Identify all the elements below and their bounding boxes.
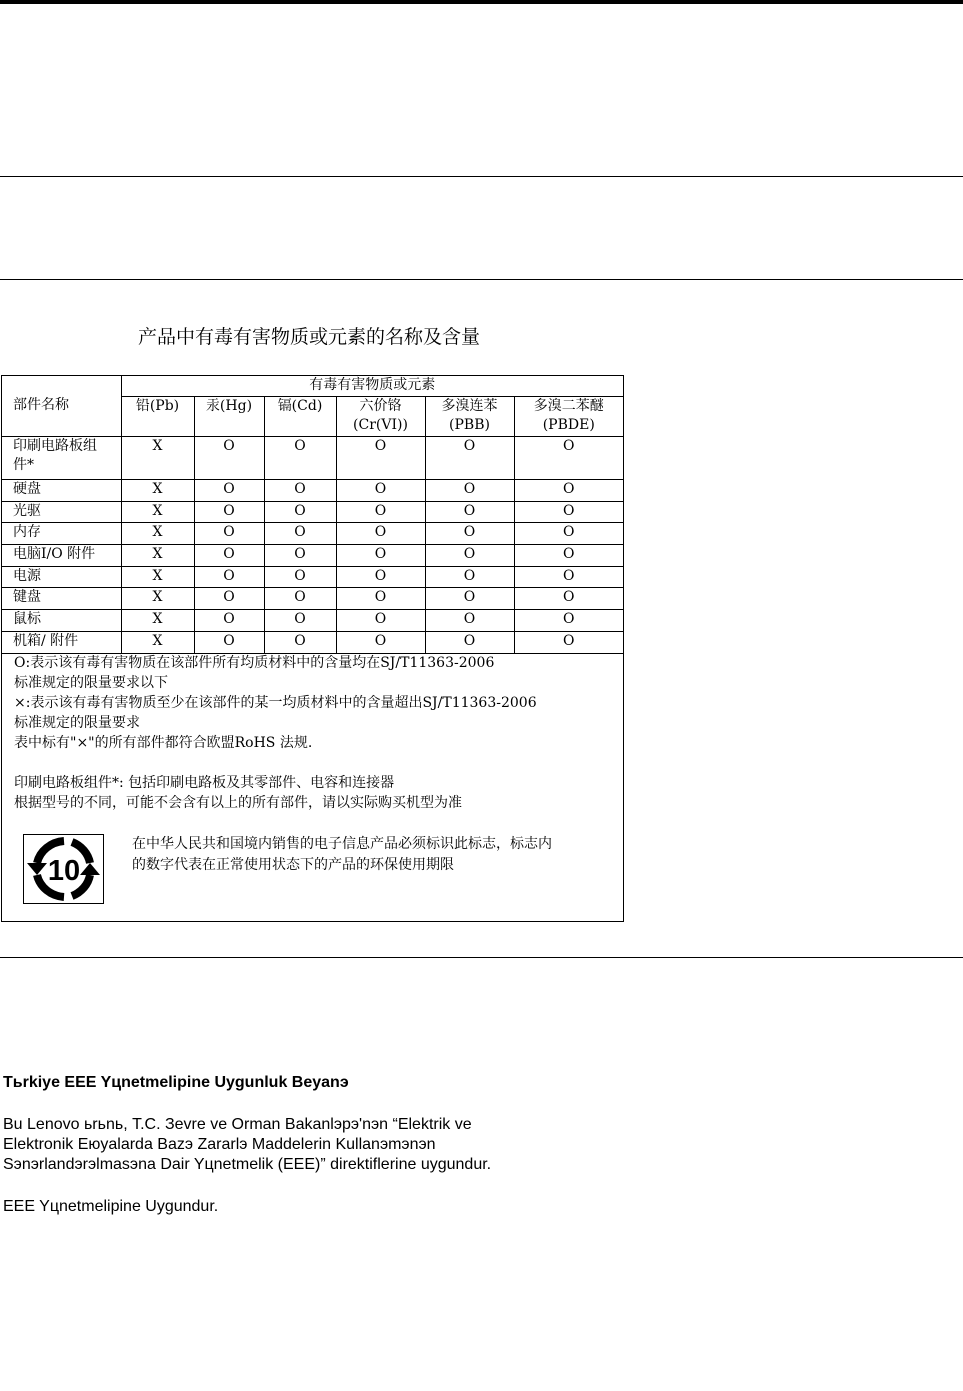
value-cell: O bbox=[336, 566, 425, 587]
value-cell: O bbox=[425, 479, 514, 501]
recycle-period-icon bbox=[24, 835, 103, 903]
value-cell: O bbox=[264, 501, 336, 522]
table-row bbox=[2, 609, 623, 631]
value-cell: O bbox=[264, 544, 336, 566]
value-cell: O bbox=[514, 479, 623, 501]
value-cell: O bbox=[514, 501, 623, 522]
value-cell: O bbox=[514, 631, 623, 653]
substance-header: 汞(Hg) bbox=[194, 396, 264, 436]
value-cell: X bbox=[121, 609, 194, 631]
value-cell: O bbox=[194, 436, 264, 479]
turkish-compliance-line: EEE Yцnetmelipine Uygundur. bbox=[3, 1198, 219, 1215]
value-cell: O bbox=[264, 631, 336, 653]
value-cell: O bbox=[194, 609, 264, 631]
value-cell: O bbox=[336, 544, 425, 566]
table-row bbox=[2, 631, 623, 653]
logo-description: 在中华人民共和国境内销售的电子信息产品必须标识此标志，标志内 的数字代表在正常使用状态下的产品的环保使用期限 bbox=[132, 836, 552, 873]
turkish-paragraph-line: Sэnэrlandэrэlmasэna Dair Yцnetmelik (EEE)” direktiflerine uygundur. bbox=[3, 1156, 492, 1173]
part-name-cell: 机箱/ 附件 bbox=[2, 631, 121, 653]
note-x-line: 标准规定的限量要求 bbox=[14, 715, 140, 731]
value-cell: O bbox=[514, 566, 623, 587]
value-cell: X bbox=[121, 631, 194, 653]
value-cell: O bbox=[514, 522, 623, 544]
value-cell: X bbox=[121, 587, 194, 609]
note-pcb-line: 根据型号的不同，可能不会含有以上的所有部件，请以实际购买机型为准 bbox=[14, 795, 462, 811]
turkish-paragraph-line: Bu Lenovo ьrьnь, T.C. Зevre ve Orman Bakanlэрэ'nэn “Elektrik ve bbox=[3, 1116, 472, 1133]
substance-header: 六价铬 (Cr(VI)) bbox=[336, 396, 425, 436]
substance-header: 铅(Pb) bbox=[121, 396, 194, 436]
value-cell: X bbox=[121, 522, 194, 544]
value-cell: X bbox=[121, 436, 194, 479]
table-row bbox=[2, 566, 623, 587]
value-cell: O bbox=[425, 631, 514, 653]
table-title: 产品中有毒有害物质或元素的名称及含量 bbox=[138, 326, 481, 348]
value-cell: O bbox=[425, 609, 514, 631]
table-row bbox=[2, 479, 623, 501]
value-cell: O bbox=[194, 631, 264, 653]
value-cell: O bbox=[264, 609, 336, 631]
part-name-cell: 印刷电路板组 件* bbox=[2, 436, 121, 479]
section-divider bbox=[0, 176, 963, 177]
hazardous-substances-table bbox=[2, 376, 623, 654]
value-cell: X bbox=[121, 501, 194, 522]
value-cell: O bbox=[425, 501, 514, 522]
note-pcb-line: 印刷电路板组件*: 包括印刷电路板及其零部件、电容和连接器 bbox=[14, 775, 395, 791]
value-cell: O bbox=[425, 566, 514, 587]
value-cell: O bbox=[425, 544, 514, 566]
value-cell: O bbox=[425, 436, 514, 479]
value-cell: O bbox=[514, 587, 623, 609]
part-name-cell: 键盘 bbox=[2, 587, 121, 609]
substance-header: 镉(Cd) bbox=[264, 396, 336, 436]
epup-logo bbox=[23, 834, 104, 904]
value-cell: O bbox=[194, 566, 264, 587]
part-name-header: 部件名称 bbox=[2, 376, 121, 436]
value-cell: O bbox=[194, 479, 264, 501]
value-cell: O bbox=[425, 587, 514, 609]
part-name-cell: 光驱 bbox=[2, 501, 121, 522]
value-cell: O bbox=[264, 436, 336, 479]
note-o-line: O:表示该有毒有害物质在该部件所有均质材料中的含量均在SJ/T11363-2006 bbox=[14, 655, 495, 671]
value-cell: O bbox=[514, 544, 623, 566]
value-cell: O bbox=[336, 587, 425, 609]
table-header-row bbox=[2, 376, 623, 396]
svg-text:10: 10 bbox=[47, 855, 81, 887]
hazardous-substances-box bbox=[1, 375, 624, 922]
value-cell: O bbox=[336, 436, 425, 479]
part-name-cell: 电源 bbox=[2, 566, 121, 587]
value-cell: O bbox=[514, 436, 623, 479]
value-cell: O bbox=[425, 522, 514, 544]
section-divider bbox=[0, 279, 963, 280]
value-cell: O bbox=[336, 501, 425, 522]
turkish-title: Tьrkiye EEE Yцnetmelipine Uygunluk Beyanэ bbox=[3, 1074, 349, 1091]
turkish-paragraph-line: Elektronik Eюyalarda Bazэ Zararlэ Maddelerin Kullanэmэnэn bbox=[3, 1136, 436, 1153]
value-cell: O bbox=[514, 609, 623, 631]
value-cell: O bbox=[264, 479, 336, 501]
substance-header: 多溴二苯醚 (PBDE) bbox=[514, 396, 623, 436]
note-x-line: ×:表示该有毒有害物质至少在该部件的某一均质材料中的含量超出SJ/T11363-2006 bbox=[14, 695, 537, 711]
table-row bbox=[2, 436, 623, 479]
value-cell: O bbox=[264, 587, 336, 609]
value-cell: O bbox=[194, 544, 264, 566]
value-cell: O bbox=[194, 587, 264, 609]
value-cell: O bbox=[264, 522, 336, 544]
table-row bbox=[2, 501, 623, 522]
value-cell: O bbox=[336, 479, 425, 501]
table-row bbox=[2, 587, 623, 609]
table-row bbox=[2, 522, 623, 544]
note-o-line: 标准规定的限量要求以下 bbox=[14, 675, 168, 691]
part-name-cell: 鼠标 bbox=[2, 609, 121, 631]
part-name-cell: 硬盘 bbox=[2, 479, 121, 501]
value-cell: X bbox=[121, 566, 194, 587]
value-cell: O bbox=[336, 631, 425, 653]
table-row bbox=[2, 544, 623, 566]
substance-header: 多溴连苯 (PBB) bbox=[425, 396, 514, 436]
value-cell: X bbox=[121, 544, 194, 566]
value-cell: O bbox=[194, 501, 264, 522]
table-notes bbox=[14, 653, 614, 813]
top-rule bbox=[0, 0, 963, 4]
part-name-cell: 内存 bbox=[2, 522, 121, 544]
turkish-eee-section bbox=[3, 1073, 491, 1217]
value-cell: O bbox=[194, 522, 264, 544]
substance-group-header: 有毒有害物质或元素 bbox=[121, 376, 623, 396]
value-cell: O bbox=[264, 566, 336, 587]
section-divider bbox=[0, 957, 963, 958]
note-rohs-line: 表中标有"×"的所有部件都符合欧盟RoHS 法规. bbox=[14, 735, 313, 751]
value-cell: X bbox=[121, 479, 194, 501]
part-name-cell: 电脑I/O 附件 bbox=[2, 544, 121, 566]
value-cell: O bbox=[336, 609, 425, 631]
value-cell: O bbox=[336, 522, 425, 544]
